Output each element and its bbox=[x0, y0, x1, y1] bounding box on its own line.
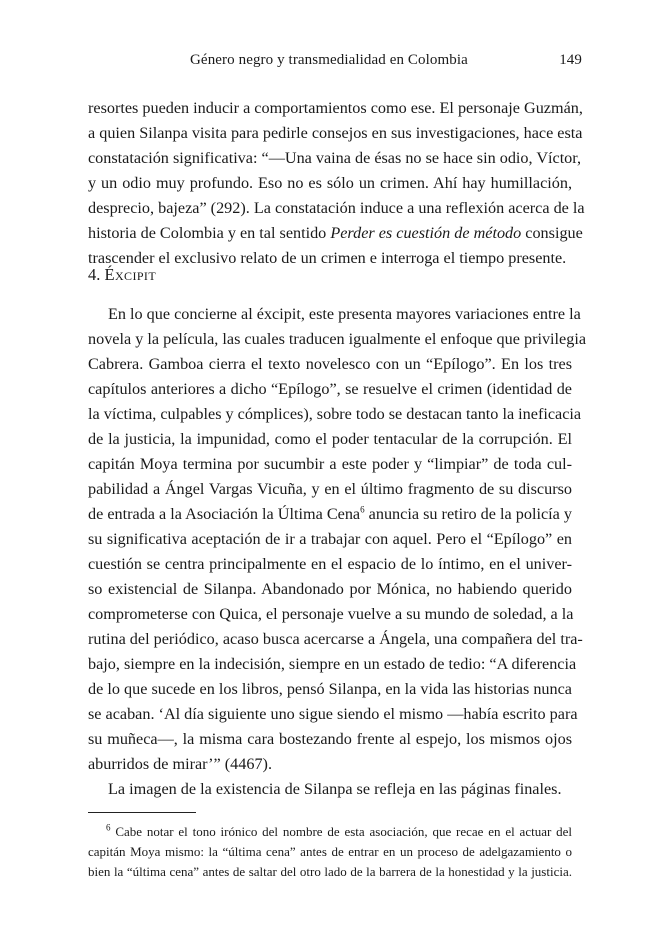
footnote-text: Cabe notar el tono irónico del nombre de esta asociación, que recae en el actuar del bbox=[110, 824, 572, 839]
body-line: capítulos anteriores a dicho “Epílogo”, se resuelve el crimen (identidad de bbox=[88, 380, 572, 398]
body-line: pabilidad a Ángel Vargas Vicuña, y en el último fragmento de su discurso bbox=[88, 480, 572, 498]
body-line: so existencial de Silanpa. Abandonado por Mónica, no habiendo querido bbox=[88, 580, 572, 598]
body-line: resortes pueden inducir a comportamientos como ese. El personaje Guzmán, bbox=[88, 99, 583, 117]
body-line: capitán Moya termina por sucumbir a este poder y “limpiar” de toda cul- bbox=[88, 455, 572, 473]
footnote-line: bien la “última cena” antes de saltar del otro lado de la barrera de la honestidad y la justicia. bbox=[88, 864, 572, 879]
footnote-reference[interactable]: 6 bbox=[360, 504, 365, 515]
section-number: 4. bbox=[88, 265, 105, 284]
body-line: desprecio, bajeza” (292). La constatación induce a una reflexión acerca de la bbox=[88, 199, 585, 217]
body-line: En lo que concierne al éxcipit, este presenta mayores variaciones entre la bbox=[108, 305, 581, 323]
body-line-with-title bbox=[88, 221, 583, 246]
body-line: se acaban. ‘Al día siguiente uno sigue siendo el mismo —había escrito para bbox=[88, 705, 578, 723]
footnote-line: capitán Moya mismo: la “última cena” antes de entrar en un proceso de adelgazamiento o bbox=[88, 844, 572, 859]
running-head bbox=[0, 52, 650, 76]
body-line: y un odio muy profundo. Eso no es sólo un crimen. Ahí hay humillación, bbox=[88, 174, 572, 192]
page-number: 149 bbox=[559, 52, 582, 68]
body-line-paragraph-3: La imagen de la existencia de Silanpa se refleja en las páginas finales. bbox=[108, 780, 562, 798]
body-text: de entrada a la Asociación la Última Cena bbox=[88, 505, 361, 523]
section-heading bbox=[88, 262, 156, 287]
footnote-marker: 6 bbox=[106, 822, 111, 833]
body-line-with-footnote-ref bbox=[88, 502, 572, 527]
body-line: comprometerse con Quica, el personaje vuelve a su mundo de soledad, a la bbox=[88, 605, 574, 623]
body-line: aburridos de mirar’” (4467). bbox=[88, 755, 272, 773]
body-line: constatación significativa: “—Una vaina de ésas no se hace sin odio, Víctor, bbox=[88, 149, 582, 167]
body-text: consigue bbox=[521, 224, 583, 242]
running-title: Género negro y transmedialidad en Colombia bbox=[190, 52, 468, 68]
body-text: historia de Colombia y en tal sentido bbox=[88, 224, 327, 242]
work-title-italic: Perder es cuestión de método bbox=[330, 224, 522, 242]
body-line: de la justicia, la impunidad, como el poder tentacular de la corrupción. El bbox=[88, 430, 572, 448]
body-line: su significativa aceptación de ir a trabajar con aquel. Pero el “Epílogo” en bbox=[88, 530, 572, 548]
footnote-line bbox=[106, 822, 572, 842]
body-line: a quien Silanpa visita para pedirle consejos en sus investigaciones, hace esta bbox=[88, 124, 583, 142]
body-line: Cabrera. Gamboa cierra el texto novelesco con un “Epílogo”. En los tres bbox=[88, 355, 572, 373]
body-line: bajo, siempre en la indecisión, siempre en un estado de tedio: “A diferencia bbox=[88, 655, 577, 673]
body-line: novela y la película, las cuales traducen igualmente el enfoque que privilegia bbox=[88, 330, 587, 348]
body-line: de lo que sucede en los libros, pensó Silanpa, en la vida las historias nunca bbox=[88, 680, 572, 698]
body-line: trascender el exclusivo relato de un crimen e interroga el tiempo presente. bbox=[88, 249, 567, 267]
body-text: anuncia su retiro de la policía y bbox=[364, 505, 572, 523]
body-line: la víctima, culpables y cómplices), sobre todo se destacan tanto la ineficacia bbox=[88, 405, 582, 423]
section-title: Éxcipit bbox=[104, 265, 157, 284]
footnote-separator bbox=[88, 812, 196, 813]
body-line: rutina del periódico, acaso busca acercarse a Ángela, una compañera del tra- bbox=[88, 630, 583, 648]
body-line: cuestión se centra principalmente en el espacio de lo íntimo, en el univer- bbox=[88, 555, 572, 573]
body-line: su muñeca—, la misma cara bostezando frente al espejo, los mismos ojos bbox=[88, 730, 572, 748]
